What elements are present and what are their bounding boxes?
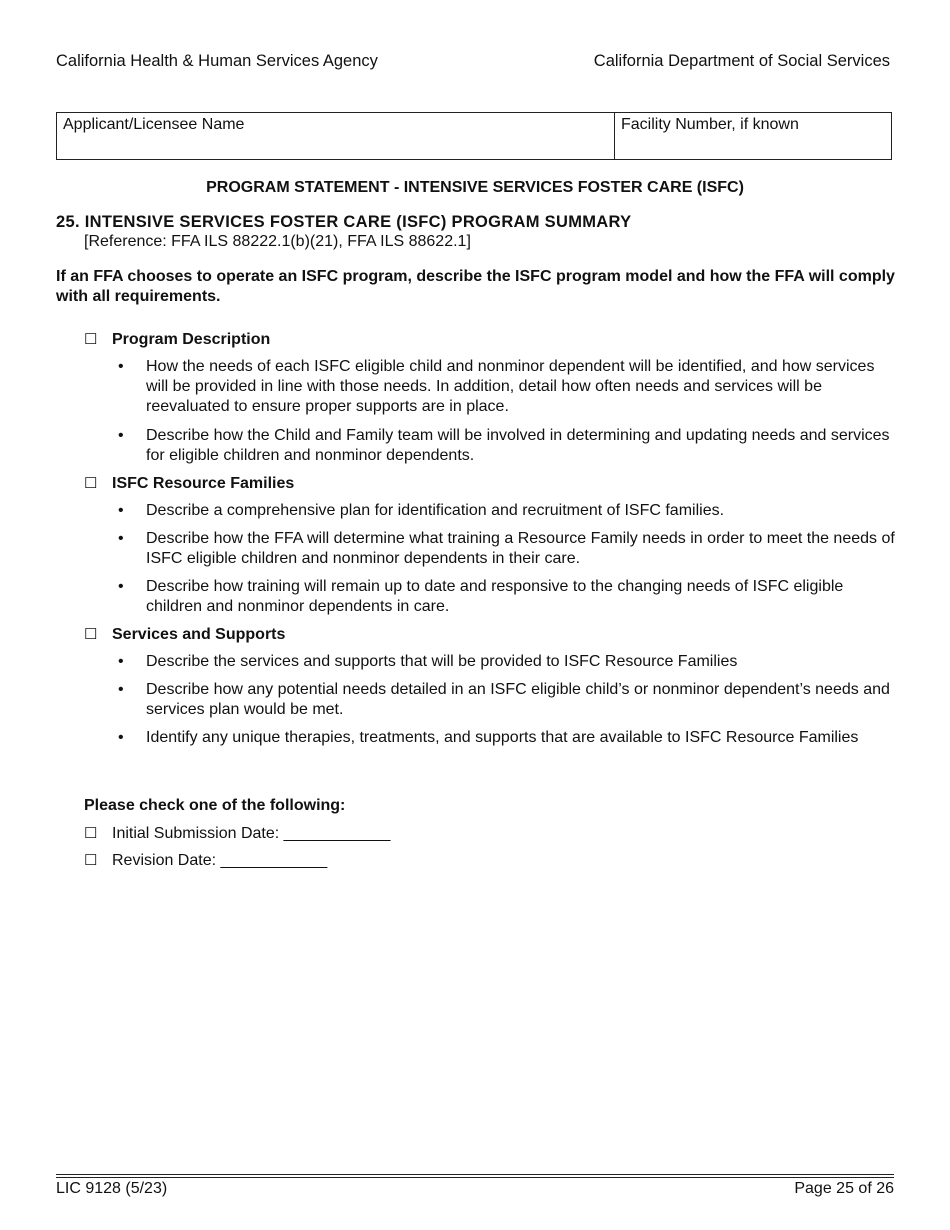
page-number: Page 25 of 26 <box>794 1180 894 1197</box>
list-item <box>118 501 898 521</box>
list-item <box>118 426 898 466</box>
category-isfc-resource-families <box>84 474 294 493</box>
list-item-text: Describe a comprehensive plan for identification and recruitment of ISFC families. <box>146 502 725 519</box>
bullet-icon: • <box>118 502 124 519</box>
category-label: Program Description <box>112 331 271 348</box>
category-services-and-supports <box>84 625 285 644</box>
category-program-description <box>84 330 270 349</box>
facility-number-label: Facility Number, if known <box>621 116 799 133</box>
form-id: LIC 9128 (5/23) <box>56 1180 168 1197</box>
applicant-name-label: Applicant/Licensee Name <box>63 116 245 133</box>
list-item-text: How the needs of each ISFC eligible child and nonminor dependent will be identified, and how services will be provided in line with those needs. In addition, detail how often needs and services will be reevaluated to ensure proper supports are in place. <box>146 358 875 415</box>
initial-submission-label: Initial Submission Date: ____________ <box>112 825 391 842</box>
bullet-icon: • <box>118 358 124 375</box>
list-item-text: Describe how training will remain up to date and responsive to the changing needs of ISFC eligible children and nonminor dependents in care. <box>146 578 844 615</box>
revision-option <box>84 851 327 870</box>
footer-divider <box>56 1174 894 1175</box>
category-label: Services and Supports <box>112 626 286 643</box>
page-title: PROGRAM STATEMENT - INTENSIVE SERVICES FOSTER CARE (ISFC) <box>206 179 744 196</box>
checkbox-icon[interactable]: ☐ <box>84 475 98 492</box>
category-label: ISFC Resource Families <box>112 475 295 492</box>
section-reference: [Reference: FFA ILS 88222.1(b)(21), FFA ILS 88622.1] <box>84 233 471 250</box>
section-instructions: If an FFA chooses to operate an ISFC program, describe the ISFC program model and how the FFA will comply with all requirements. <box>56 268 895 305</box>
list-item-text: Describe how any potential needs detailed in an ISFC eligible child’s or nonminor dependent’s needs and services plan would be met. <box>146 681 890 718</box>
list-item <box>118 680 898 720</box>
bullet-icon: • <box>118 578 124 595</box>
list-item <box>118 577 898 617</box>
checkbox-icon[interactable]: ☐ <box>84 852 98 869</box>
facility-number-field[interactable] <box>615 113 891 159</box>
checkbox-icon[interactable]: ☐ <box>84 825 98 842</box>
bullet-icon: • <box>118 681 124 698</box>
list-item-text: Describe the services and supports that will be provided to ISFC Resource Families <box>146 653 738 670</box>
list-item <box>118 728 898 748</box>
agency-name: California Health & Human Services Agency <box>56 52 378 70</box>
submission-prompt: Please check one of the following: <box>84 797 346 814</box>
list-item <box>118 652 898 672</box>
initial-submission-option <box>84 824 390 843</box>
applicant-info-table <box>56 112 892 160</box>
section-heading: 25. INTENSIVE SERVICES FOSTER CARE (ISFC) PROGRAM SUMMARY <box>56 213 632 231</box>
department-name: California Department of Social Services <box>593 52 890 70</box>
list-item-text: Identify any unique therapies, treatments, and supports that are available to ISFC Resource Families <box>146 729 859 746</box>
footer-divider <box>56 1177 894 1178</box>
applicant-name-field[interactable] <box>57 113 615 159</box>
revision-label: Revision Date: ____________ <box>112 852 328 869</box>
bullet-icon: • <box>118 653 124 670</box>
list-item-text: Describe how the Child and Family team will be involved in determining and updating needs and services for eligible children and nonminor dependents. <box>146 427 890 464</box>
bullet-icon: • <box>118 729 124 746</box>
checkbox-icon[interactable]: ☐ <box>84 331 98 348</box>
bullet-icon: • <box>118 427 124 444</box>
list-item <box>118 357 898 417</box>
list-item-text: Describe how the FFA will determine what training a Resource Family needs in order to meet the needs of ISFC eligible children and nonminor dependents in their care. <box>146 530 895 567</box>
bullet-icon: • <box>118 530 124 547</box>
list-item <box>118 529 898 569</box>
checkbox-icon[interactable]: ☐ <box>84 626 98 643</box>
